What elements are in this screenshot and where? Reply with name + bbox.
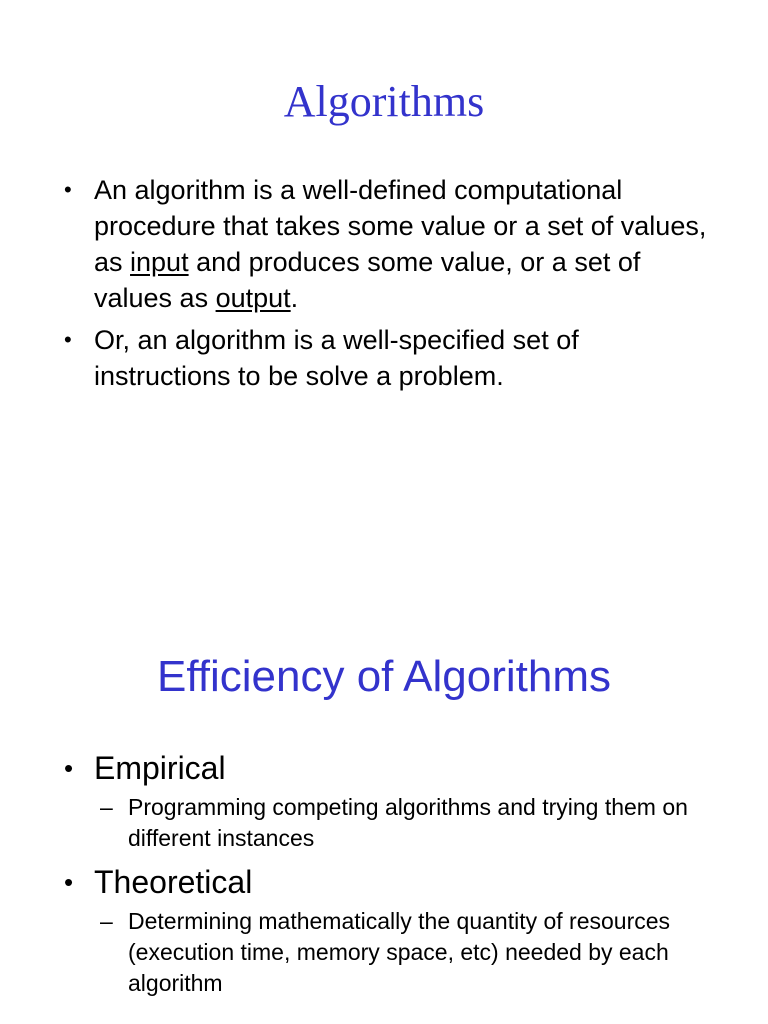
dash-marker: – bbox=[100, 908, 113, 934]
list-item-empirical bbox=[62, 748, 722, 854]
bullet-list bbox=[62, 748, 722, 1007]
slide-efficiency bbox=[0, 512, 768, 1024]
underlined-input: input bbox=[130, 247, 189, 277]
item-heading-wrap bbox=[64, 748, 722, 788]
sub-item bbox=[94, 906, 722, 999]
dash-marker: – bbox=[100, 794, 113, 820]
item-heading: Theoretical bbox=[94, 864, 253, 900]
bullet-dot: • bbox=[64, 867, 74, 897]
bullet-item-definition bbox=[62, 172, 722, 316]
bullet-dot: • bbox=[64, 327, 72, 352]
sub-item-text: Programming competing algorithms and trying them on different instances bbox=[128, 794, 688, 851]
sub-item-text: Determining mathematically the quantity of resources (execution time, memory space, etc) needed by each algorithm bbox=[128, 908, 671, 996]
bullet-list bbox=[62, 172, 722, 400]
bullet-text-part2: and produces some value, or a set of values as bbox=[94, 247, 641, 313]
list-item-theoretical bbox=[62, 862, 722, 999]
bullet-item-alternative bbox=[62, 322, 722, 394]
slide-title: Algorithms bbox=[283, 77, 485, 126]
slide-title: Efficiency of Algorithms bbox=[156, 652, 612, 701]
item-heading: Empirical bbox=[94, 750, 226, 786]
item-heading-wrap bbox=[64, 862, 722, 902]
bullet-text-part1: An algorithm is a well-defined computational procedure that takes some value or a set of values, as bbox=[94, 175, 707, 277]
bullet-text: Or, an algorithm is a well-specified set of instructions to be solve a problem. bbox=[94, 325, 579, 391]
bullet-dot: • bbox=[64, 753, 74, 783]
bullet-dot: • bbox=[64, 177, 72, 202]
sub-item bbox=[94, 792, 722, 854]
bullet-text-part3: . bbox=[290, 283, 299, 313]
underlined-output: output bbox=[215, 283, 291, 313]
